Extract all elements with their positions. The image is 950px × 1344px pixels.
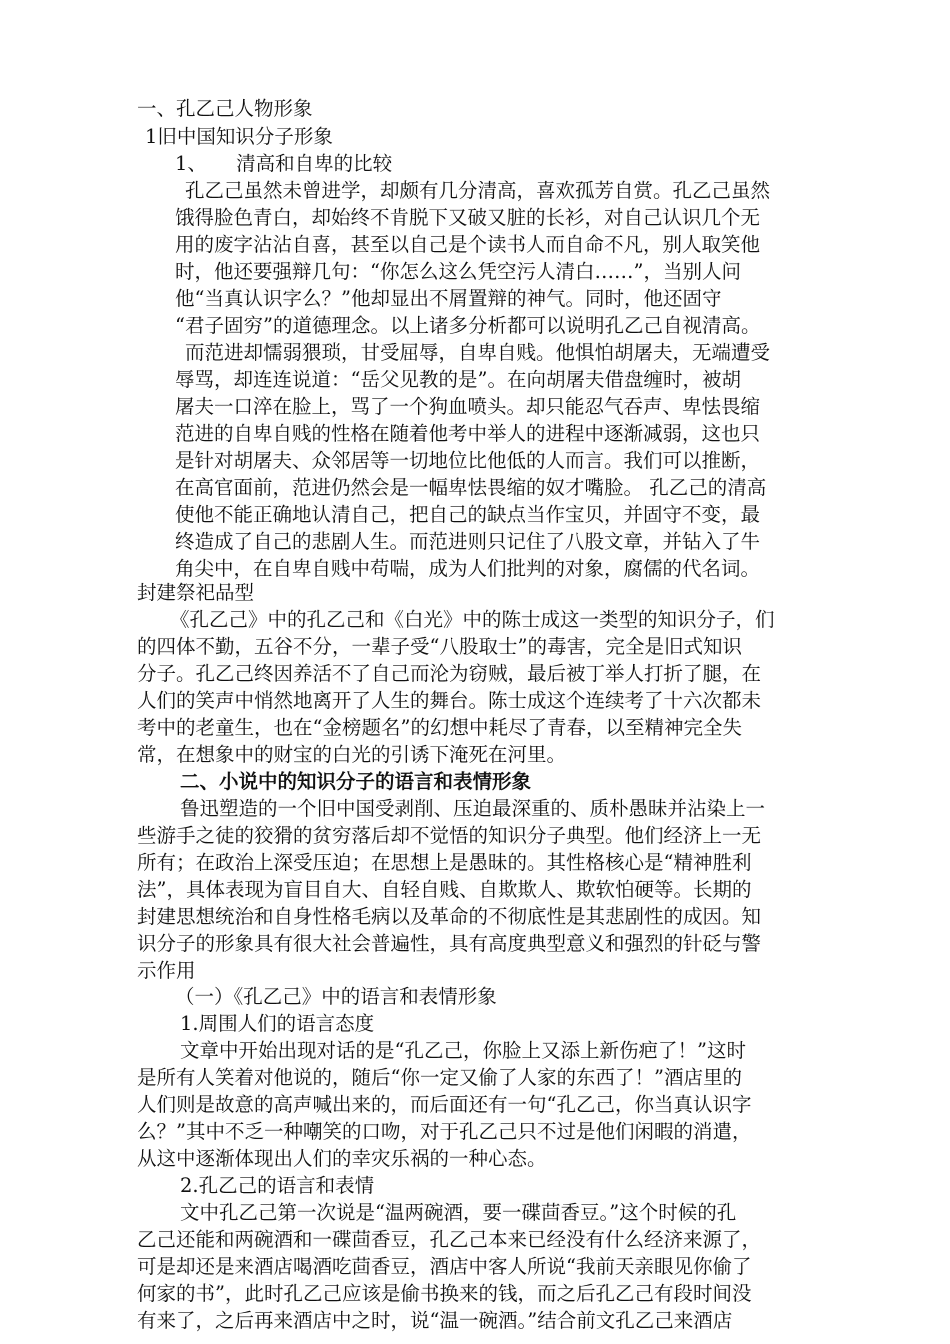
para6-line: 文中孔乙己第一次说是“温两碗酒，要一碟茴香豆。”这个时候的孔 [180,1201,737,1224]
para4-line: 鲁迅塑造的一个旧中国受剥削、压迫最深重的、质朴愚昧并沾染上一 [180,797,766,820]
para1-line: 用的废字沾沾自喜，甚至以自己是个读书人而自命不凡，别人取笑他 [175,233,761,256]
para5-line: 是所有人笑着对他说的，随后“你一定又偷了人家的东西了！”酒店里的 [137,1066,742,1089]
heading-1-1: 1旧中国知识分子形象 [145,125,333,148]
para2-line: 屠夫一口淬在脸上，骂了一个狗血喷头。却只能忍气吞声、卑怯畏缩 [175,395,761,418]
para2-line: 终造成了自己的悲剧人生。而范进则只记住了八股文章，并钻入了牛 [175,530,761,553]
para2-line: 角尖中，在自卑自贱中苟喘，成为人们批判的对象，腐儒的代名词。 [175,557,761,580]
heading-2: 二、小说中的知识分子的语言和表情形象 [180,770,532,793]
para2-line: 使他不能正确地认清自己，把自己的缺点当作宝贝，并固守不变，最 [175,503,761,526]
para3-line: 考中的老童生，也在“金榜题名”的幻想中耗尽了青春，以至精神完全失 [137,716,742,739]
para4-line: 些游手之徒的狡猾的贫穷落后却不觉悟的知识分子典型。他们经济上一无 [137,824,762,847]
para3-line: 常，在想象中的财宝的白光的引诱下淹死在河里。 [137,743,567,766]
para2-line: 辱骂，却连连说道：“岳父见教的是”。在向胡屠夫借盘缠时，被胡 [175,368,741,391]
para5-line: 文章中开始出现对话的是“孔乙己，你脸上又添上新伤疤了！”这时 [180,1039,746,1062]
para1-line: 时，他还要强辩几句：“你怎么这么凭空污人清白……”，当别人问 [175,260,741,283]
para4-line: 封建思想统治和自身性格毛病以及革命的不彻底性是其悲剧性的成因。知 [137,905,762,928]
para3-line: 《孔乙己》中的孔乙己和《白光》中的陈士成这一类型的知识分子，们 [170,608,775,631]
para3-line: 的四体不勤，五谷不分，一辈子受“八股取士”的毒害，完全是旧式知识 [137,635,742,658]
para6-line: 可是却还是来酒店喝酒吃茴香豆，酒店中客人所说“我前天亲眼见你偷了 [137,1255,752,1278]
para2-line: 是针对胡屠夫、众邻居等一切地位比他低的人而言。我们可以推断， [175,449,761,472]
para4-line: 识分子的形象具有很大社会普遍性，具有高度典型意义和强烈的针砭与警 [137,932,762,955]
para6-line: 有来了，之后再来酒店中之时，说“温一碗酒。”结合前文孔乙己来酒店 [137,1309,733,1332]
para6-line: 何家的书”，此时孔乙己应该是偷书换来的钱，而之后孔乙己有段时间没 [137,1282,752,1305]
para1-line: 他“当真认识字么？”他却显出不屑置辩的神气。同时，他还固守 [175,287,722,310]
para6-line: 乙己还能和两碗酒和一碟茴香豆，孔乙己本来已经没有什么经济来源了， [137,1228,762,1251]
para1-line: 孔乙己虽然未曾进学，却颇有几分清高，喜欢孤芳自赏。孔乙己虽然 [185,179,771,202]
para3-line: 分子。孔乙己终因养活不了自己而沦为窃贼，最后被丁举人打折了腿，在 [137,662,762,685]
para4-line: 法”，具体表现为盲目自大、自轻自贱、自欺欺人、欺软怕硬等。长期的 [137,878,752,901]
para4-line: 所有；在政治上深受压迫；在思想上是愚昧的。其性格核心是“精神胜利 [137,851,752,874]
para1-line: “君子固穷”的道德理念。以上诸多分析都可以说明孔乙己自视清高。 [175,314,761,337]
heading-2-1: （一）《孔乙己》中的语言和表情形象 [175,985,497,1008]
para5-line: 从这中逐渐体现出人们的幸灾乐祸的一种心态。 [137,1147,547,1170]
para5-line: 人们则是故意的高声喊出来的，而后面还有一句“孔乙己，你当真认识字 [137,1093,752,1116]
para2-line: 范进的自卑自贱的性格在随着他考中举人的进程中逐渐减弱，这也只 [175,422,761,445]
para4-line: 示作用 [137,959,196,982]
heading-1-1-1: 1、 清高和自卑的比较 [175,152,393,175]
para3-line: 人们的笑声中悄然地离开了人生的舞台。陈士成这个连续考了十六次都未 [137,689,762,712]
heading-2-1-2: 2.孔乙己的语言和表情 [180,1174,375,1197]
para2-line: 而范进却懦弱猥琐，甘受屈辱，自卑自贱。他惧怕胡屠夫，无端遭受 [185,341,771,364]
para5-line: 么？”其中不乏一种嘲笑的口吻，对于孔乙己只不过是他们闲暇的消遣， [137,1120,752,1143]
heading-feudal: 封建祭祀品型 [137,581,255,604]
para2-line: 在高官面前，范进仍然会是一幅卑怯畏缩的奴才嘴脸。 孔乙己的清高 [175,476,767,499]
heading-1: 一、孔乙己人物形象 [137,97,313,120]
para1-line: 饿得脸色青白，却始终不肯脱下又破又脏的长衫，对自己认识几个无 [175,206,761,229]
heading-2-1-1: 1.周围人们的语言态度 [180,1012,375,1035]
